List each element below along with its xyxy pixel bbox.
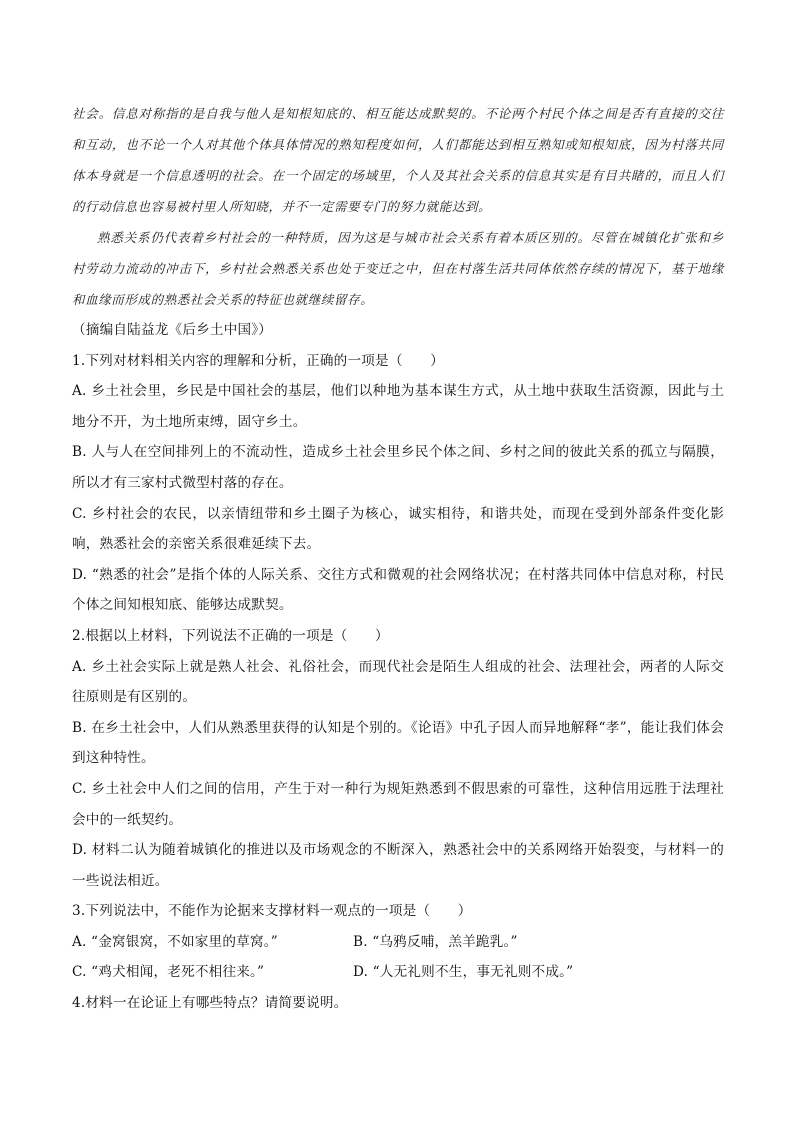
question-3-options-row-1 (72, 927, 724, 958)
question-4 (72, 988, 724, 1019)
question-2-option-c: C. 乡土社会中人们之间的信用，产生于对一种行为规矩熟悉到不假思索的可靠性，这种信用远胜于法理社会中的一纸契约。 (72, 780, 724, 828)
question-1-option-b: B. 人与人在空间排列上的不流动性，造成乡土社会里乡民个体之间、乡村之间的彼此关系的孤立与隔膜，所以才有三家村式微型村落的存在。 (72, 444, 724, 491)
question-2 (72, 621, 724, 896)
question-3-option-d: D. “人无礼则不生，事无礼则不成。” (353, 964, 574, 981)
question-1 (72, 346, 724, 621)
question-3-option-c: C. “鸡犬相闻，老死不相往来。” (72, 964, 265, 981)
question-3-option-a: A. “金窝银窝，不如家里的草窝。” (72, 933, 278, 950)
question-1-option-c: C. 乡村社会的农民，以亲情纽带和乡土圈子为核心，诚实相待，和谐共处，而现在受到外部条件变化影响，熟悉社会的亲密关系很难延续下去。 (72, 505, 724, 553)
question-2-title: 2.根据以上材料，下列说法不正确的一项是（ ） (72, 627, 389, 644)
question-2-option-d: D. 材料二认为随着城镇化的推进以及市场观念的不断深入，熟悉社会中的关系网络开始裂变，与材料一的一些说法相近。 (72, 842, 724, 889)
passage-source: （摘编自陆益龙《后乡土中国》） (72, 322, 273, 338)
question-2-option-b: B. 在乡土社会中，人们从熟悉里获得的认知是个别的。《论语》中孔子因人而异地解释“孝”，能让我们体会到这种特性。 (72, 719, 724, 767)
passage-paragraph-1: 社会。信息对称指的是自我与他人是知根知底的、相互能达成默契的。不论两个村民个体之间是否有直接的交往和互动，也不论一个人对其他个体具体情况的熟知程度如何，人们都能达到相互熟知或知根知底，因为村落共同体本身就是一个信息透明的社会。在一个固定的场域里，个人及其社会关系的信息其实是有目共睹的，而且人们的行动信息也容易被村里人所知晓，并不一定需要专门的努力就能达到。 (72, 106, 724, 214)
question-3-title: 3.下列说法中，不能作为论据来支撑材料一观点的一项是（ ） (72, 903, 472, 920)
question-3-options-row-2 (72, 957, 724, 988)
question-3-option-b: B. “乌鸦反哺，羔羊跪乳。” (353, 933, 518, 950)
question-1-title: 1.下列对材料相关内容的理解和分析，正确的一项是（ ） (72, 352, 445, 369)
question-1-option-d: D. “熟悉的社会”是指个体的人际关系、交往方式和微观的社会网络状况；在村落共同体中信息对称，村民个体之间知根知底、能够达成默契。 (72, 566, 724, 614)
question-2-option-a: A. 乡土社会实际上就是熟人社会、礼俗社会，而现代社会是陌生人组成的社会、法理社会，两者的人际交往原则是有区别的。 (72, 658, 724, 706)
passage-paragraph-2: 熟悉关系仍代表着乡村社会的一种特质，因为这是与城市社会关系有着本质区别的。尽管在城镇化扩张和乡村劳动力流动的冲击下，乡村社会熟悉关系也处于变迁之中，但在村落生活共同体依然存续的情况下，基于地缘和血缘而形成的熟悉社会关系的特征也就继续留存。 (72, 230, 724, 307)
question-1-option-a: A. 乡土社会里，乡民是中国社会的基层，他们以种地为基本谋生方式，从土地中获取生活资源，因此与土地分不开，为土地所束缚，固守乡土。 (72, 383, 724, 430)
question-3 (72, 896, 724, 988)
question-4-title: 4.材料一在论证上有哪些特点？请简要说明。 (72, 995, 348, 1012)
document-body (72, 98, 724, 1019)
